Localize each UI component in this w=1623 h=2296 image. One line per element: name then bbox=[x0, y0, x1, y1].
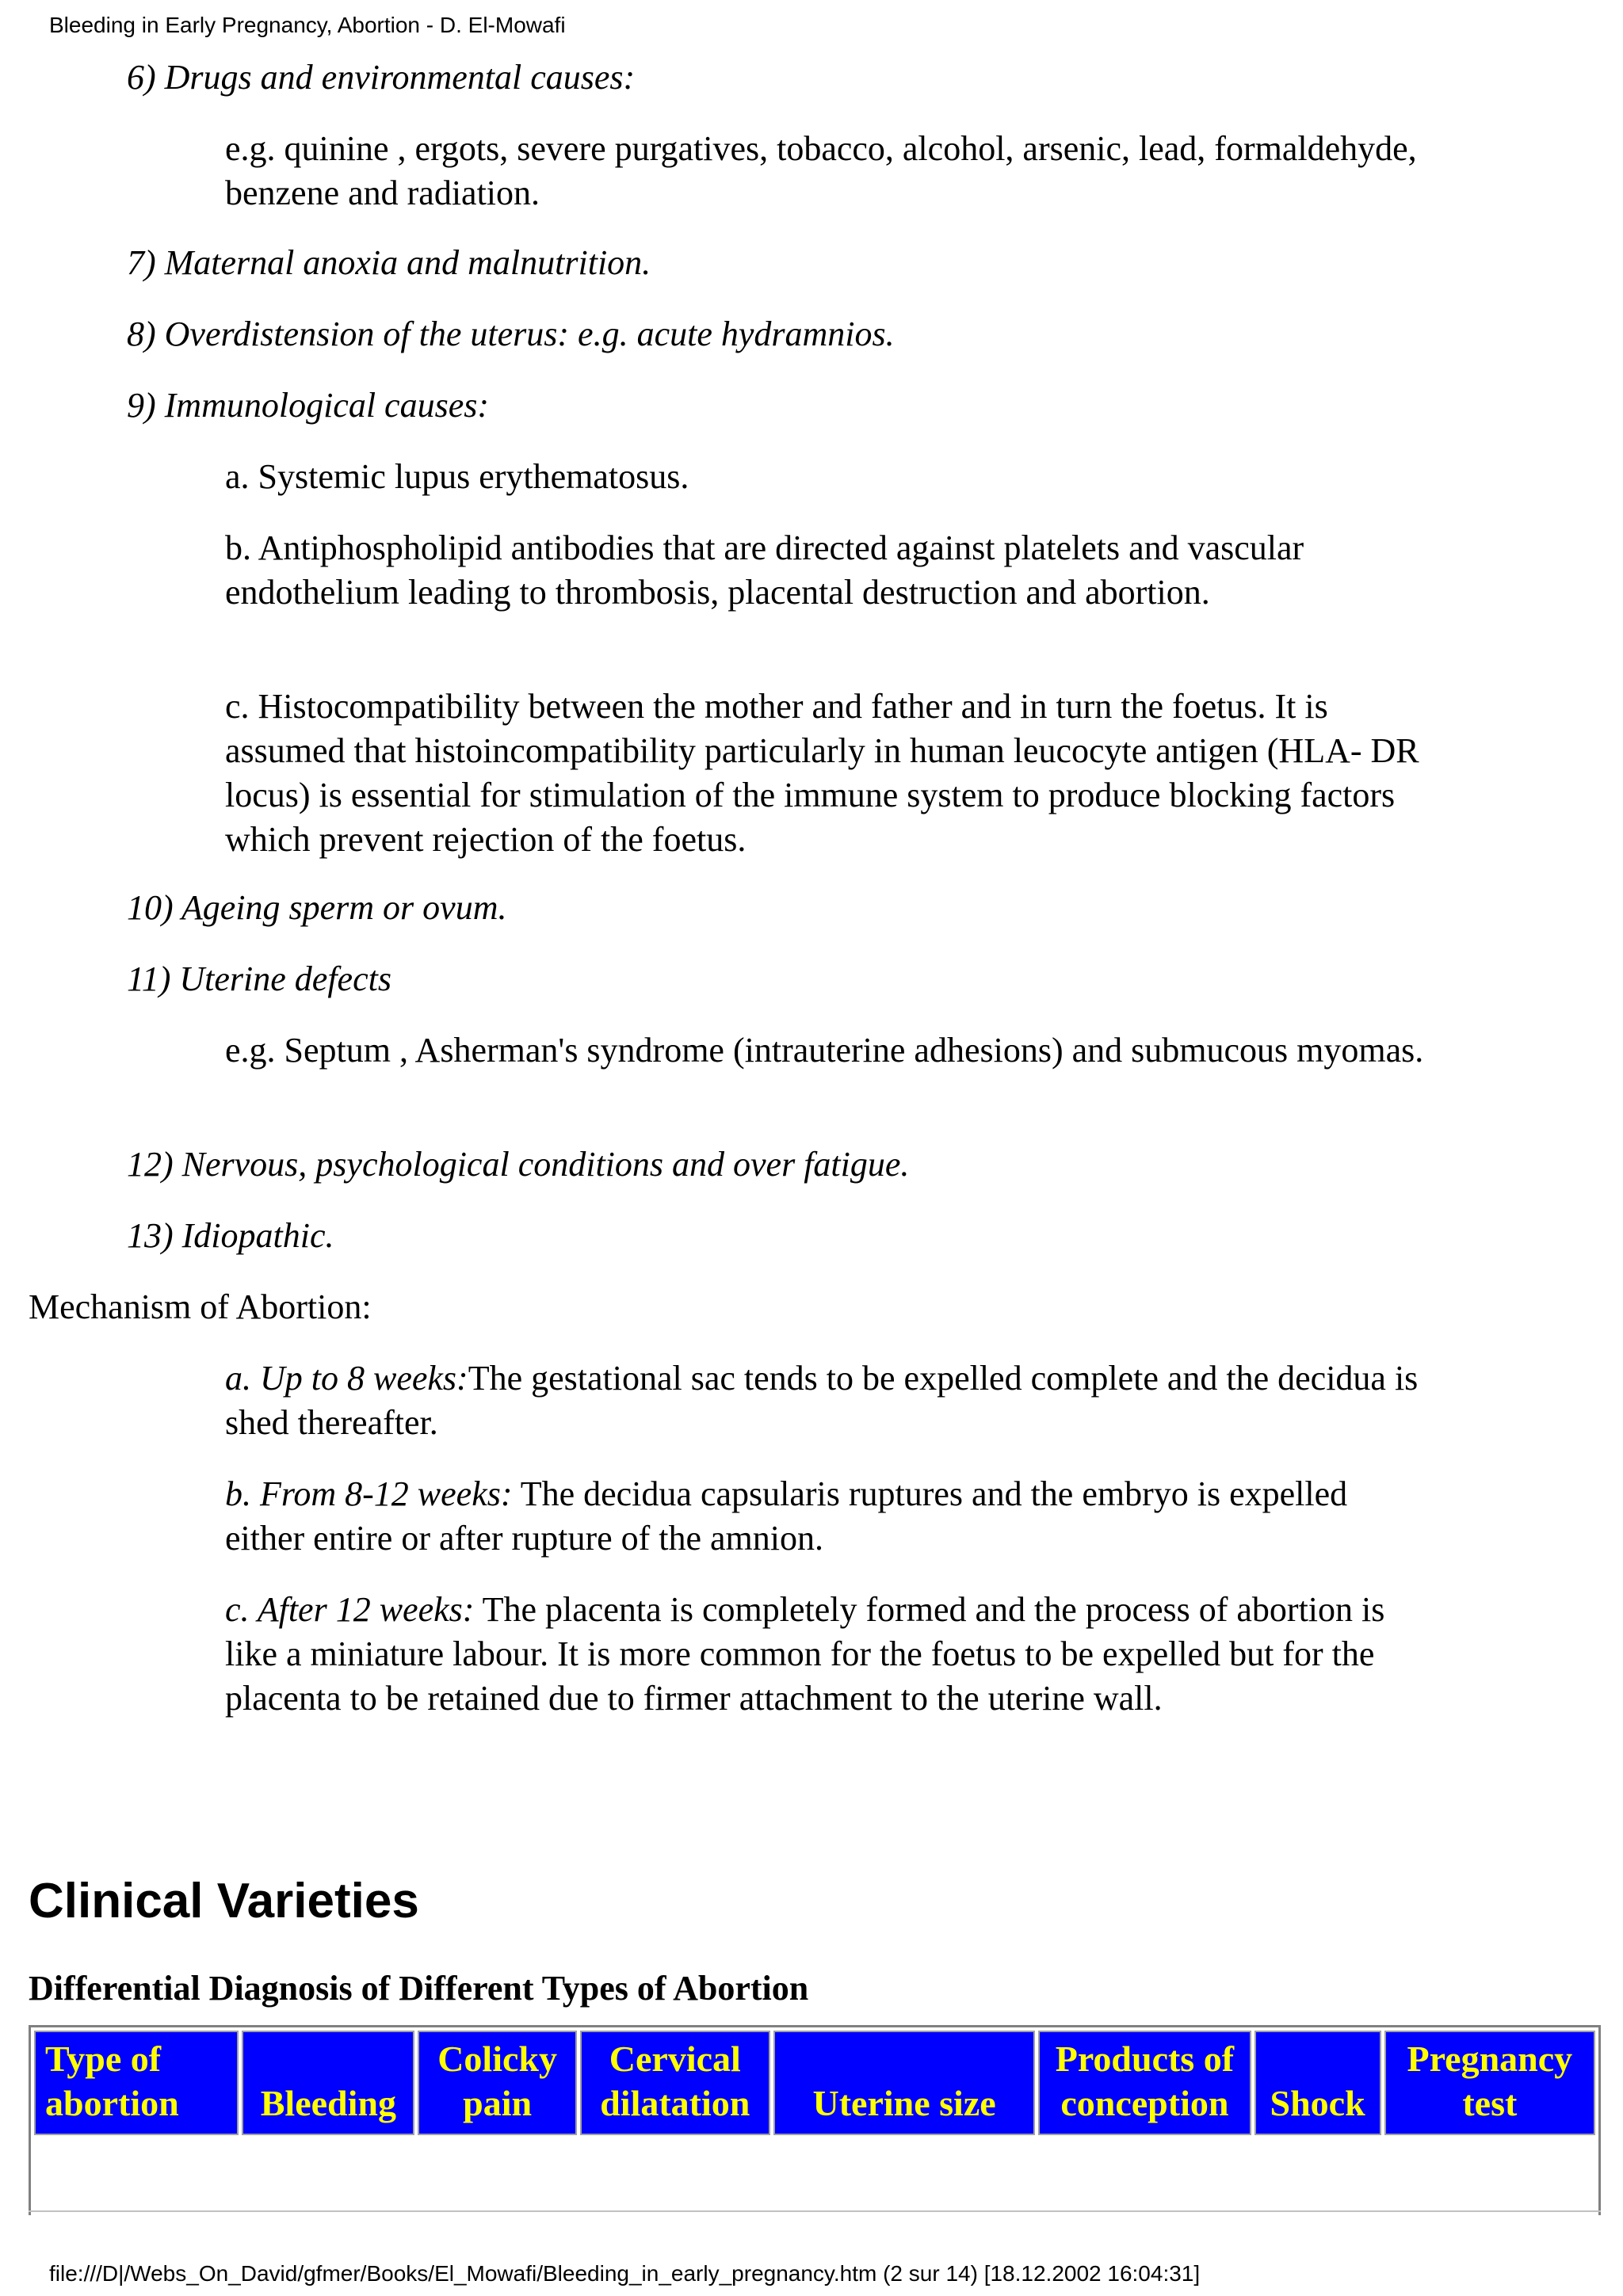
mechanism-item-a-label: a. Up to 8 weeks: bbox=[225, 1359, 468, 1398]
column-header-shock: Shock bbox=[1254, 2031, 1381, 2135]
column-header-cervical-dilatation: Cervical dilatation bbox=[580, 2031, 770, 2135]
mechanism-item-a bbox=[225, 1356, 1430, 1445]
mechanism-item-c-text: The placenta is completely formed and the process of abortion is like a miniature labour. It is more common for the foetus to be expelled but for the placenta to be retained due to firmer attachment to the uterine wall. bbox=[225, 1590, 1385, 1718]
cause-10-title: 10) Ageing sperm or ovum. bbox=[127, 888, 507, 927]
cause-12-title: 12) Nervous, psychological conditions and over fatigue. bbox=[127, 1145, 910, 1184]
column-header-pregnancy-test: Pregnancy test bbox=[1384, 2031, 1595, 2135]
cause-9-item-a: a. Systemic lupus erythematosus. bbox=[225, 457, 689, 496]
section-title-clinical-varieties: Clinical Varieties bbox=[29, 1874, 419, 1928]
column-header-products-of-conception: Products of conception bbox=[1038, 2031, 1251, 2135]
column-header-type-of-abortion: Type of abortion bbox=[34, 2031, 239, 2135]
mechanism-heading: Mechanism of Abortion: bbox=[29, 1287, 372, 1326]
table-cell-empty bbox=[34, 2138, 1595, 2192]
cause-7-title: 7) Maternal anoxia and malnutrition. bbox=[127, 243, 651, 282]
table-header-row bbox=[34, 2031, 1595, 2135]
cause-6-title: 6) Drugs and environmental causes: bbox=[127, 58, 636, 97]
table-title: Differential Diagnosis of Different Types of Abortion bbox=[29, 1969, 809, 2008]
table-bottom-rule bbox=[29, 2210, 1601, 2212]
cause-11-detail: e.g. Septum , Asherman's syndrome (intrauterine adhesions) and submucous myomas. bbox=[225, 1031, 1424, 1070]
cause-6-detail: e.g. quinine , ergots, severe purgatives, tobacco, alcohol, arsenic, lead, formaldehyde, benzene and radiation. bbox=[225, 129, 1417, 212]
cause-9-item-c: c. Histocompatibility between the mother and father and in turn the foetus. It is assumed that histoincompatibility particularly in human leucocyte antigen (HLA- DR locus) is essential for stimulation of the immune system to produce blocking factors which prevent rejection of the foetus. bbox=[225, 687, 1419, 859]
cause-11-title: 11) Uterine defects bbox=[127, 959, 391, 998]
column-header-uterine-size: Uterine size bbox=[773, 2031, 1035, 2135]
column-header-colicky-pain: Colicky pain bbox=[418, 2031, 576, 2135]
differential-diagnosis-table bbox=[29, 2025, 1601, 2195]
cause-13-title: 13) Idiopathic. bbox=[127, 1216, 334, 1255]
mechanism-item-a-text: The gestational sac tends to be expelled complete and the decidua is shed thereafter. bbox=[225, 1359, 1419, 1442]
cause-9-title: 9) Immunological causes: bbox=[127, 386, 490, 425]
running-header: Bleeding in Early Pregnancy, Abortion - D. El-Mowafi bbox=[49, 13, 566, 37]
cause-9-item-b: b. Antiphospholipid antibodies that are directed against platelets and vascular endothelium leading to thrombosis, placental destruction and abortion. bbox=[225, 528, 1304, 612]
mechanism-item-c bbox=[225, 1588, 1430, 1721]
mechanism-item-c-label: c. After 12 weeks: bbox=[225, 1590, 475, 1629]
mechanism-item-b-text: The decidua capsularis ruptures and the embryo is expelled either entire or after rupture of the amnion. bbox=[225, 1474, 1348, 1558]
cause-8-title: 8) Overdistension of the uterus: e.g. acute hydramnios. bbox=[127, 315, 895, 353]
page-footer-url: file:///D|/Webs_On_David/gfmer/Books/El_Mowafi/Bleeding_in_early_pregnancy.htm (2 sur 14) [18.12.2002 16:04:31] bbox=[49, 2261, 1201, 2286]
mechanism-item-b-label: b. From 8-12 weeks: bbox=[225, 1474, 513, 1513]
column-header-bleeding: Bleeding bbox=[242, 2031, 414, 2135]
mechanism-item-b bbox=[225, 1472, 1430, 1561]
table-row bbox=[34, 2138, 1595, 2192]
